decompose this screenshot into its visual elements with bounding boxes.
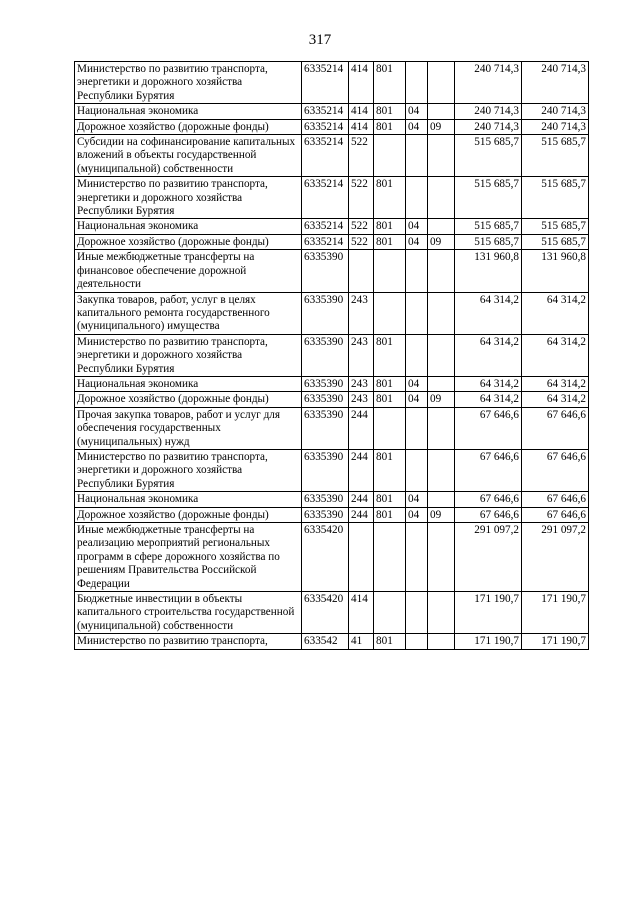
row-amount-2-cell: 515 685,7 (522, 219, 589, 234)
row-amount-2-cell: 240 714,3 (522, 119, 589, 134)
row-admin-code-cell: 801 (374, 119, 406, 134)
row-subsection-cell (428, 634, 455, 649)
row-section-cell (406, 292, 428, 334)
row-amount-1-cell: 515 685,7 (455, 219, 522, 234)
row-admin-code-cell (374, 250, 406, 292)
row-subsection-cell (428, 407, 455, 449)
row-code-cell: 6335390 (302, 334, 349, 376)
table-row (75, 376, 589, 391)
row-admin-code-cell: 801 (374, 492, 406, 507)
row-name-cell: Иные межбюджетные трансферты на финансовое обеспечение дорожной деятельности (75, 250, 302, 292)
row-amount-1-cell: 131 960,8 (455, 250, 522, 292)
row-code-cell: 6335214 (302, 219, 349, 234)
budget-table-body (75, 62, 589, 650)
row-amount-1-cell: 67 646,6 (455, 507, 522, 522)
row-admin-code-cell (374, 407, 406, 449)
row-amount-1-cell: 240 714,3 (455, 119, 522, 134)
row-amount-1-cell: 291 097,2 (455, 523, 522, 592)
row-subsection-cell: 09 (428, 234, 455, 249)
row-amount-1-cell: 67 646,6 (455, 407, 522, 449)
row-amount-1-cell: 240 714,3 (455, 104, 522, 119)
row-admin-code-cell: 801 (374, 234, 406, 249)
budget-table (74, 61, 589, 650)
table-row (75, 219, 589, 234)
row-name-cell: Дорожное хозяйство (дорожные фонды) (75, 392, 302, 407)
row-code-cell: 6335390 (302, 250, 349, 292)
row-admin-code-cell: 801 (374, 177, 406, 219)
row-admin-code-cell: 801 (374, 392, 406, 407)
row-subsection-cell (428, 376, 455, 391)
row-section-cell: 04 (406, 376, 428, 391)
row-code-cell: 6335214 (302, 177, 349, 219)
row-expense-type-cell: 414 (349, 592, 374, 634)
row-amount-1-cell: 240 714,3 (455, 62, 522, 104)
row-code-cell: 6335390 (302, 292, 349, 334)
row-amount-2-cell: 240 714,3 (522, 62, 589, 104)
row-expense-type-cell: 244 (349, 449, 374, 491)
row-admin-code-cell (374, 135, 406, 177)
row-amount-2-cell: 515 685,7 (522, 135, 589, 177)
row-expense-type-cell: 41 (349, 634, 374, 649)
row-expense-type-cell: 522 (349, 177, 374, 219)
row-amount-1-cell: 515 685,7 (455, 234, 522, 249)
row-expense-type-cell: 243 (349, 292, 374, 334)
row-subsection-cell (428, 492, 455, 507)
row-subsection-cell (428, 135, 455, 177)
row-expense-type-cell: 244 (349, 507, 374, 522)
row-code-cell: 6335390 (302, 492, 349, 507)
row-admin-code-cell: 801 (374, 376, 406, 391)
row-amount-1-cell: 67 646,6 (455, 449, 522, 491)
row-amount-2-cell: 64 314,2 (522, 392, 589, 407)
row-section-cell (406, 592, 428, 634)
row-section-cell (406, 449, 428, 491)
row-name-cell: Министерство по развитию транспорта, энергетики и дорожного хозяйства Республики Бурятия (75, 177, 302, 219)
row-admin-code-cell: 801 (374, 507, 406, 522)
row-expense-type-cell (349, 250, 374, 292)
row-admin-code-cell: 801 (374, 449, 406, 491)
row-name-cell: Дорожное хозяйство (дорожные фонды) (75, 119, 302, 134)
row-admin-code-cell: 801 (374, 334, 406, 376)
row-amount-1-cell: 64 314,2 (455, 376, 522, 391)
row-section-cell (406, 334, 428, 376)
row-name-cell: Министерство по развитию транспорта, энергетики и дорожного хозяйства Республики Бурятия (75, 449, 302, 491)
page-number: 317 (308, 32, 332, 48)
row-section-cell: 04 (406, 392, 428, 407)
row-admin-code-cell (374, 292, 406, 334)
row-name-cell: Закупка товаров, работ, услуг в целях капитального ремонта государственного (муниципального) имущества (75, 292, 302, 334)
row-expense-type-cell: 414 (349, 119, 374, 134)
row-section-cell (406, 250, 428, 292)
table-row (75, 177, 589, 219)
row-code-cell: 6335214 (302, 119, 349, 134)
table-row (75, 392, 589, 407)
row-amount-2-cell: 515 685,7 (522, 177, 589, 219)
row-admin-code-cell (374, 523, 406, 592)
row-code-cell: 633542 (302, 634, 349, 649)
row-admin-code-cell: 801 (374, 62, 406, 104)
row-expense-type-cell: 244 (349, 492, 374, 507)
table-row (75, 634, 589, 649)
row-name-cell: Национальная экономика (75, 492, 302, 507)
row-subsection-cell (428, 219, 455, 234)
table-row (75, 507, 589, 522)
row-code-cell: 6335214 (302, 234, 349, 249)
row-section-cell (406, 634, 428, 649)
row-amount-2-cell: 515 685,7 (522, 234, 589, 249)
row-amount-2-cell: 131 960,8 (522, 250, 589, 292)
row-section-cell: 04 (406, 507, 428, 522)
row-expense-type-cell: 243 (349, 376, 374, 391)
table-row (75, 119, 589, 134)
row-admin-code-cell: 801 (374, 634, 406, 649)
row-expense-type-cell: 522 (349, 234, 374, 249)
row-subsection-cell (428, 523, 455, 592)
row-amount-2-cell: 64 314,2 (522, 376, 589, 391)
table-row (75, 234, 589, 249)
row-expense-type-cell (349, 523, 374, 592)
table-row (75, 334, 589, 376)
row-expense-type-cell: 522 (349, 135, 374, 177)
row-name-cell: Бюджетные инвестиции в объекты капитального строительства государственной (муниципальной) собственности (75, 592, 302, 634)
table-row (75, 407, 589, 449)
row-subsection-cell (428, 449, 455, 491)
table-row (75, 523, 589, 592)
row-code-cell: 6335390 (302, 407, 349, 449)
row-section-cell: 04 (406, 219, 428, 234)
row-subsection-cell: 09 (428, 392, 455, 407)
row-name-cell: Министерство по развитию транспорта, (75, 634, 302, 649)
row-section-cell: 04 (406, 234, 428, 249)
row-name-cell: Дорожное хозяйство (дорожные фонды) (75, 234, 302, 249)
table-row (75, 250, 589, 292)
row-expense-type-cell: 243 (349, 392, 374, 407)
row-code-cell: 6335390 (302, 392, 349, 407)
row-amount-2-cell: 171 190,7 (522, 634, 589, 649)
row-amount-2-cell: 67 646,6 (522, 492, 589, 507)
row-amount-1-cell: 67 646,6 (455, 492, 522, 507)
row-name-cell: Субсидии на софинансирование капитальных вложений в объекты государственной (муниципальной) собственности (75, 135, 302, 177)
row-amount-2-cell: 171 190,7 (522, 592, 589, 634)
table-row (75, 492, 589, 507)
row-amount-1-cell: 64 314,2 (455, 392, 522, 407)
row-subsection-cell (428, 62, 455, 104)
row-name-cell: Дорожное хозяйство (дорожные фонды) (75, 507, 302, 522)
row-name-cell: Прочая закупка товаров, работ и услуг для обеспечения государственных (муниципальных) нужд (75, 407, 302, 449)
row-code-cell: 6335420 (302, 592, 349, 634)
row-amount-2-cell: 64 314,2 (522, 292, 589, 334)
row-section-cell (406, 135, 428, 177)
row-code-cell: 6335390 (302, 507, 349, 522)
row-amount-1-cell: 171 190,7 (455, 592, 522, 634)
row-amount-1-cell: 64 314,2 (455, 292, 522, 334)
row-subsection-cell: 09 (428, 507, 455, 522)
row-section-cell (406, 177, 428, 219)
row-code-cell: 6335390 (302, 449, 349, 491)
row-expense-type-cell: 243 (349, 334, 374, 376)
row-subsection-cell (428, 250, 455, 292)
row-code-cell: 6335420 (302, 523, 349, 592)
row-admin-code-cell: 801 (374, 219, 406, 234)
row-code-cell: 6335214 (302, 104, 349, 119)
row-expense-type-cell: 414 (349, 62, 374, 104)
row-expense-type-cell: 522 (349, 219, 374, 234)
row-admin-code-cell: 801 (374, 104, 406, 119)
row-amount-1-cell: 171 190,7 (455, 634, 522, 649)
row-amount-1-cell: 64 314,2 (455, 334, 522, 376)
row-name-cell: Иные межбюджетные трансферты на реализацию мероприятий региональных программ в сфере дорожного хозяйства по решениям Правительства Российской Федерации (75, 523, 302, 592)
row-admin-code-cell (374, 592, 406, 634)
row-code-cell: 6335214 (302, 135, 349, 177)
row-expense-type-cell: 414 (349, 104, 374, 119)
row-subsection-cell: 09 (428, 119, 455, 134)
row-section-cell: 04 (406, 119, 428, 134)
table-row (75, 292, 589, 334)
row-name-cell: Национальная экономика (75, 376, 302, 391)
table-row (75, 104, 589, 119)
row-amount-2-cell: 67 646,6 (522, 449, 589, 491)
row-name-cell: Министерство по развитию транспорта, энергетики и дорожного хозяйства Республики Бурятия (75, 334, 302, 376)
row-amount-1-cell: 515 685,7 (455, 135, 522, 177)
row-amount-2-cell: 67 646,6 (522, 407, 589, 449)
row-amount-2-cell: 291 097,2 (522, 523, 589, 592)
row-expense-type-cell: 244 (349, 407, 374, 449)
row-section-cell (406, 407, 428, 449)
table-row (75, 135, 589, 177)
table-row (75, 592, 589, 634)
table-row (75, 62, 589, 104)
row-subsection-cell (428, 177, 455, 219)
row-code-cell: 6335214 (302, 62, 349, 104)
row-name-cell: Национальная экономика (75, 219, 302, 234)
row-amount-2-cell: 64 314,2 (522, 334, 589, 376)
row-amount-2-cell: 240 714,3 (522, 104, 589, 119)
row-section-cell: 04 (406, 104, 428, 119)
row-code-cell: 6335390 (302, 376, 349, 391)
row-section-cell (406, 523, 428, 592)
row-section-cell (406, 62, 428, 104)
table-row (75, 449, 589, 491)
row-subsection-cell (428, 104, 455, 119)
row-subsection-cell (428, 592, 455, 634)
row-amount-1-cell: 515 685,7 (455, 177, 522, 219)
row-name-cell: Национальная экономика (75, 104, 302, 119)
row-subsection-cell (428, 334, 455, 376)
row-section-cell: 04 (406, 492, 428, 507)
row-amount-2-cell: 67 646,6 (522, 507, 589, 522)
row-subsection-cell (428, 292, 455, 334)
row-name-cell: Министерство по развитию транспорта, энергетики и дорожного хозяйства Республики Бурятия (75, 62, 302, 104)
